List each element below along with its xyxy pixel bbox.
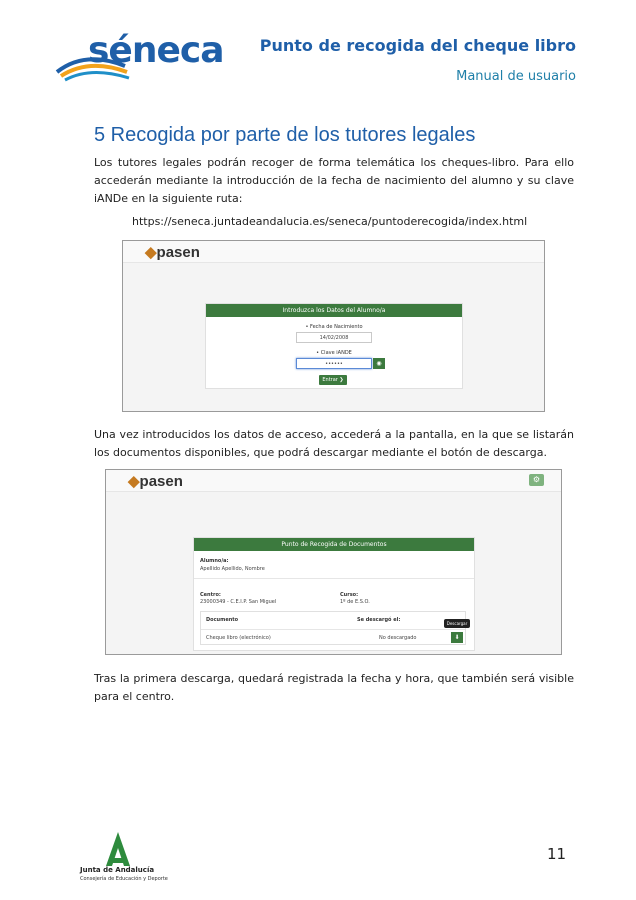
student-label: Alumno/a:	[200, 558, 229, 564]
documents-screenshot	[105, 469, 562, 655]
divider	[194, 578, 474, 579]
documents-card-title: Punto de Recogida de Documentos	[194, 538, 474, 551]
student-value: Apellido Apellido, Nombre	[200, 566, 265, 572]
key-input[interactable]: ••••••	[296, 358, 372, 369]
eye-icon[interactable]: ◉	[373, 358, 385, 369]
download-tooltip: Descargar	[444, 619, 470, 628]
column-downloaded: Se descargó el:	[357, 617, 401, 623]
pasen-header	[106, 470, 561, 492]
organization-department: Consejería de Educación y Deporte	[80, 876, 168, 882]
course-value: 1º de E.S.O.	[340, 599, 370, 605]
access-url: https://seneca.juntadeandalucia.es/seneca/puntoderecogida/index.html	[132, 215, 528, 228]
section-title: 5 Recogida por parte de los tutores legales	[94, 124, 476, 146]
pasen-header	[123, 241, 544, 263]
download-status: No descargado	[379, 635, 417, 641]
header-subtitle: Manual de usuario	[456, 69, 576, 84]
organization-name: Junta de Andalucía	[80, 866, 155, 874]
documents-table	[200, 611, 466, 645]
page-number: 11	[547, 845, 567, 863]
seneca-logo-text: séneca	[88, 30, 224, 71]
column-document: Documento	[206, 617, 239, 623]
document-name: Cheque libro (electrónico)	[206, 635, 271, 641]
login-card	[205, 303, 463, 389]
pasen-brand: pasen	[156, 244, 200, 261]
download-icon[interactable]: ⬇	[451, 632, 463, 643]
pasen-logo	[145, 243, 200, 261]
book-icon: ◆	[128, 473, 140, 490]
pasen-logo	[128, 472, 183, 490]
paragraph-after-download: Tras la primera descarga, quedará registrada la fecha y hora, que también será visible para el centro.	[94, 672, 574, 703]
birth-date-input[interactable]: 14/02/2008	[296, 332, 372, 343]
gear-icon[interactable]: ⚙	[529, 474, 544, 486]
paragraph-documents: Una vez introducidos los datos de acceso, accederá a la pantalla, en la que se listarán los documentos disponibles, que podrá descargar mediante el botón de descarga.	[94, 428, 574, 459]
center-label: Centro:	[200, 592, 221, 598]
header-title: Punto de recogida del cheque libro	[259, 36, 576, 55]
birth-date-label: • Fecha de Nacimiento	[305, 324, 363, 330]
table-row	[201, 629, 465, 645]
course-label: Curso:	[340, 592, 359, 598]
enter-button[interactable]: Entrar ❯	[319, 375, 347, 385]
documents-card	[193, 537, 475, 651]
table-header-row	[201, 612, 465, 628]
pasen-brand: pasen	[139, 473, 183, 490]
key-label: • Clave iANDE	[316, 350, 352, 356]
center-value: 23000349 - C.E.I.P. San Miguel	[200, 599, 277, 605]
login-card-title: Introduzca los Datos del Alumno/a	[206, 304, 462, 317]
book-icon: ◆	[145, 244, 157, 261]
login-screenshot	[122, 240, 545, 412]
paragraph-intro: Los tutores legales podrán recoger de forma telemática los cheques-libro. Para ello accederán mediante la introducción de la fecha de nacimiento del alumno y su clave iANDe en la siguiente ruta:	[94, 156, 574, 205]
